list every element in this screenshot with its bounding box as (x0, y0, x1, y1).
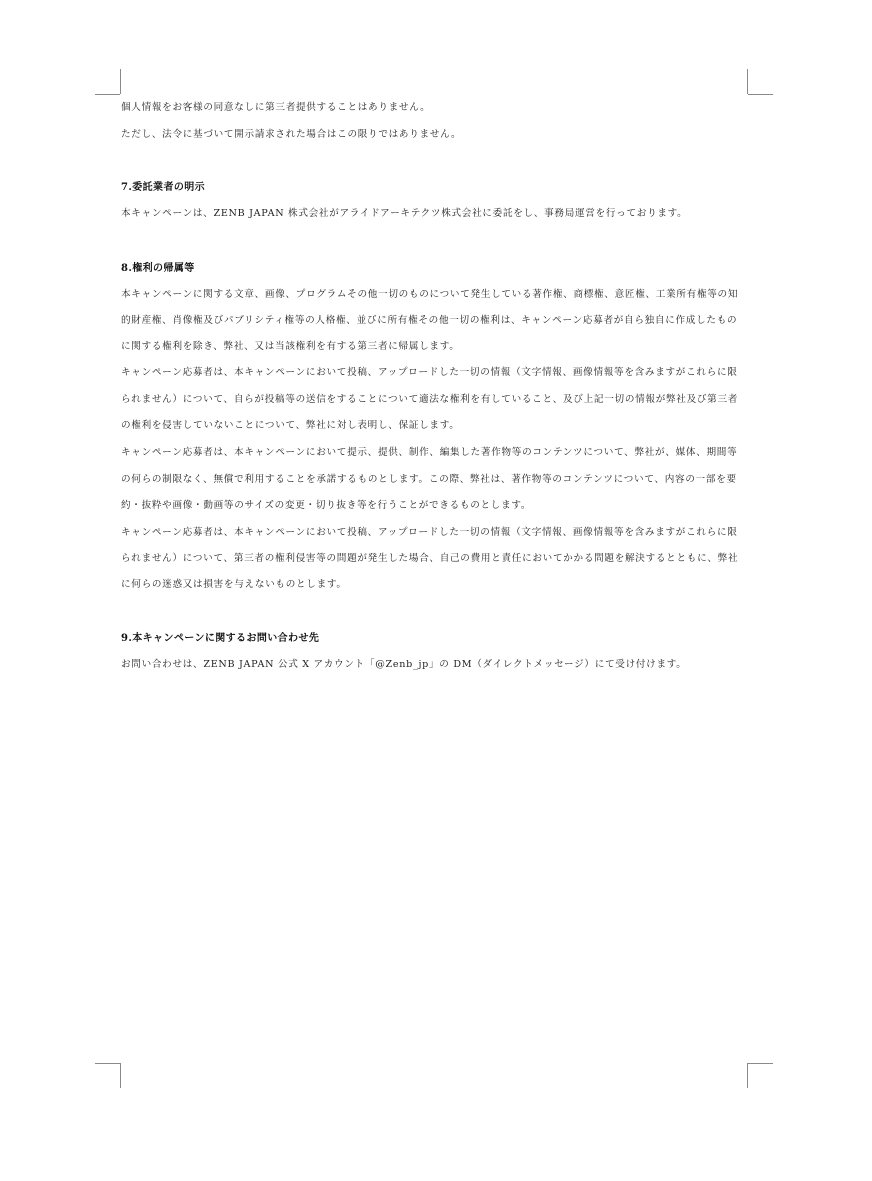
section-heading-8: 8.権利の帰属等 (121, 263, 195, 274)
crop-mark-bottom-left-v (120, 1063, 121, 1088)
paragraph-line: 本キャンペーンは、ZENB JAPAN 株式会社がアライドアーキテクツ株式会社に委託をし、事務局運営を行っております。 (121, 208, 688, 219)
paragraph-line: 約・抜粋や画像・動画等のサイズの変更・切り抜き等を行うことができるものとします。 (121, 500, 532, 511)
paragraph-line: 個人情報をお客様の同意なしに第三者提供することはありません。 (121, 102, 431, 113)
paragraph-line: られません）について、自らが投稿等の送信をすることについて適法な権利を有していること、及び上記一切の情報が弊社及び第三者 (121, 394, 739, 405)
crop-mark-top-right-h (748, 94, 773, 95)
paragraph-line: の何らの制限なく、無償で利用することを承諾するものとします。この際、弊社は、著作物等のコンテンツについて、内容の一部を要 (121, 474, 737, 485)
crop-mark-top-right-v (747, 69, 748, 94)
crop-mark-bottom-right-h (748, 1063, 773, 1064)
crop-mark-bottom-left-h (95, 1063, 120, 1064)
crop-mark-top-left-v (120, 69, 121, 94)
paragraph-line: 本キャンペーンに関する文章、画像、プログラムその他一切のものについて発生している著作権、商標権、意匠権、工業所有権等の知 (121, 289, 739, 300)
paragraph-line: ただし、法令に基づいて開示請求された場合はこの限りではありません。 (121, 129, 462, 140)
paragraph-line: に関する権利を除き、弊社、又は当該権利を有する第三者に帰属します。 (121, 341, 460, 352)
paragraph-line: の権利を侵害していないことについて、弊社に対し表明し、保証します。 (121, 420, 460, 431)
crop-mark-top-left-h (95, 94, 120, 95)
paragraph-line: 的財産権、肖像権及びパブリシティ権等の人格権、並びに所有権その他一切の権利は、キャンペーン応募者が自ら独自に作成したもの (121, 315, 738, 326)
section-heading-7: 7.委託業者の明示 (121, 182, 206, 193)
paragraph-line: に何らの迷惑又は損害を与えないものとします。 (121, 579, 347, 590)
section-heading-9: 9.本キャンペーンに関するお問い合わせ先 (121, 633, 320, 644)
paragraph-line: られません）について、第三者の権利侵害等の問題が発生した場合、自己の費用と責任においてかかる問題を解決するとともに、弊社 (121, 553, 739, 564)
paragraph-line: キャンペーン応募者は、本キャンペーンにおいて投稿、アップロードした一切の情報（文字情報、画像情報等を含みますがこれらに限 (121, 367, 738, 378)
paragraph-line: お問い合わせは、ZENB JAPAN 公式 X アカウント「@Zenb_jp」の DM（ダイレクトメッセージ）にて受け付けます。 (121, 659, 687, 670)
crop-mark-bottom-right-v (747, 1063, 748, 1088)
paragraph-line: キャンペーン応募者は、本キャンペーンにおいて提示、提供、制作、編集した著作物等のコンテンツについて、弊社が、媒体、期間等 (121, 447, 738, 458)
paragraph-line: キャンペーン応募者は、本キャンペーンにおいて投稿、アップロードした一切の情報（文字情報、画像情報等を含みますがこれらに限 (121, 527, 738, 538)
